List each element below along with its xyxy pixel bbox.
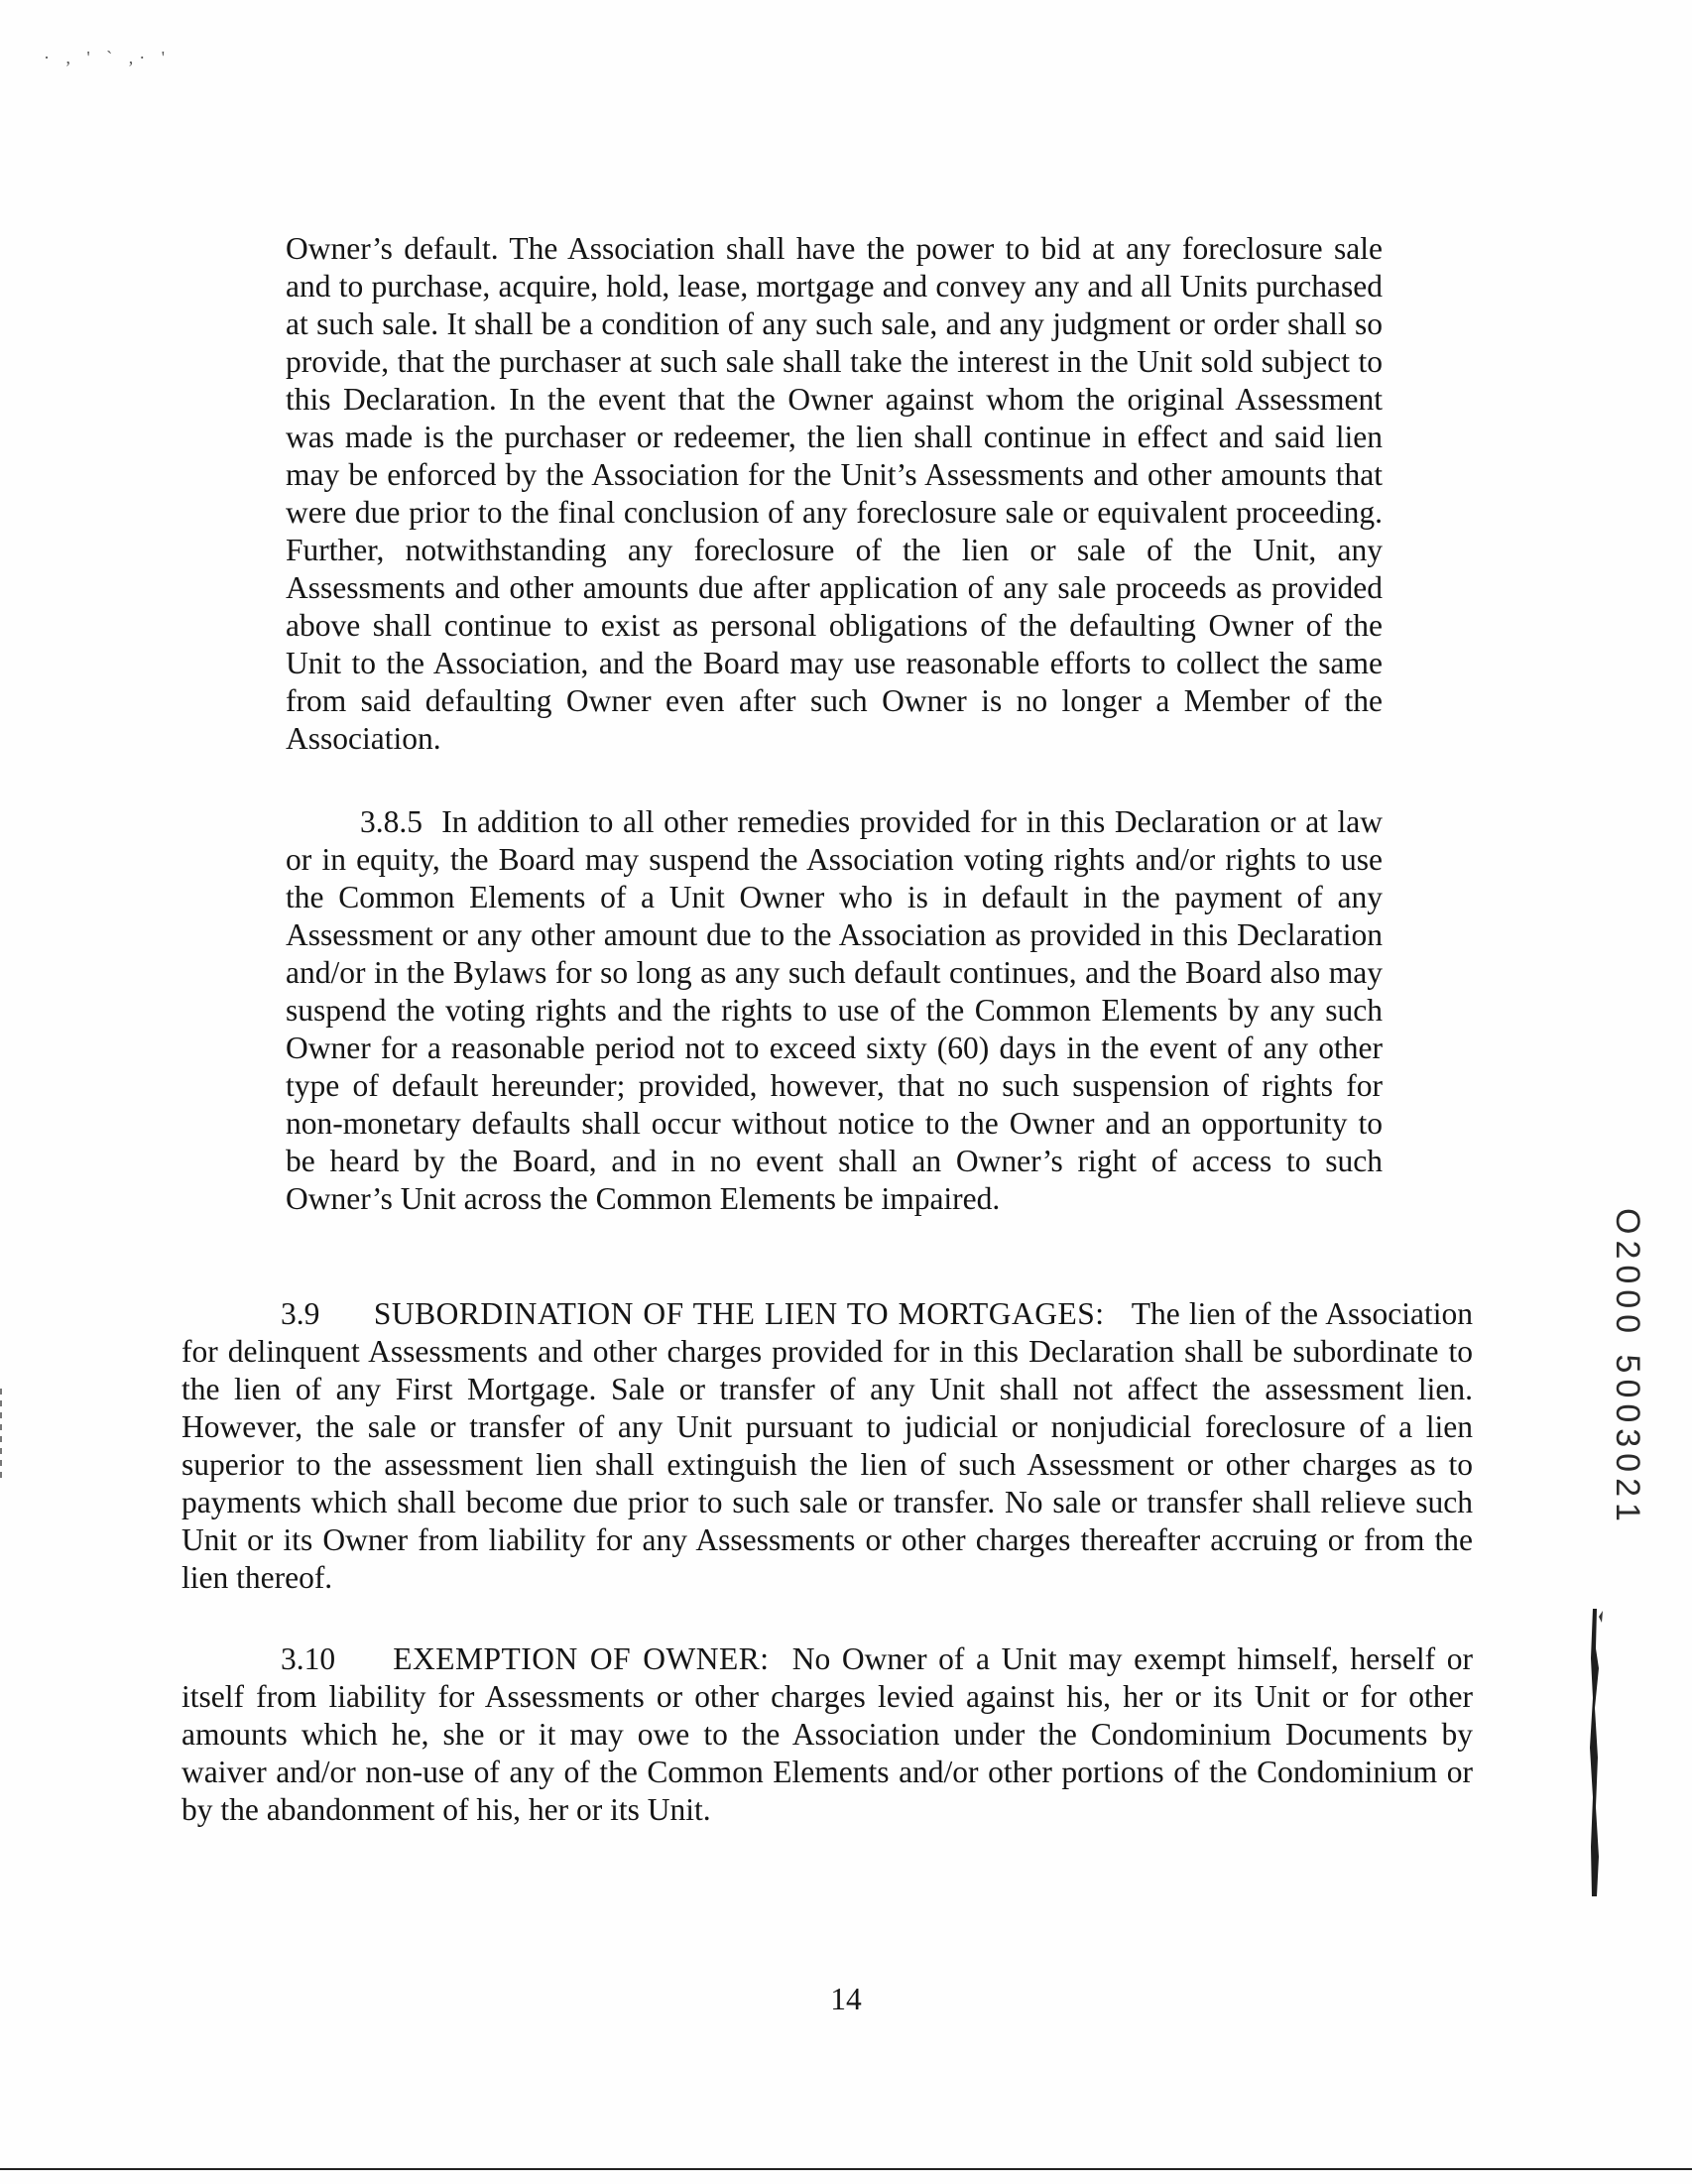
section-number: 3.9 <box>281 1296 320 1331</box>
paragraph-section-3-10 <box>181 1640 1473 1829</box>
section-number: 3.8.5 <box>360 804 423 839</box>
scan-artifact: · , ' ` ,· ' <box>44 48 171 67</box>
paragraph-section-3-9 <box>181 1295 1473 1597</box>
page-number: 14 <box>830 1982 862 2016</box>
section-number: 3.10 <box>281 1641 336 1676</box>
section-heading: EXEMPTION OF OWNER: <box>393 1641 770 1676</box>
paragraph-continuation: Owner’s default. The Association shall have the power to bid at any foreclosure sale and to purchase, acquire, hold, lease, mortgage and convey any and all Units purchased at such sale. It shall be a condition of any such sale, and any judgment or order shall so provide, that the purchaser at such sale shall take the interest in the Unit sold subject to this Declaration. In the event that the Owner against whom the original Assessment was made is the purchaser or redeemer, the lien shall continue in effect and said lien may be enforced by the Association for the Unit’s Assessments and other amounts that were due prior to the final conclusion of any foreclosure sale or equivalent proceeding. Further, notwithstanding any foreclosure of the lien or sale of the Unit, any Assessments and other amounts due after application of any sale proceeds as provided above shall continue to exist as personal obligations of the defaulting Owner of the Unit to the Association, and the Board may use reasonable efforts to collect the same from said defaulting Owner even after such Owner is no longer a Member of the Association. <box>286 231 1383 756</box>
paragraph-section-3-8-5 <box>286 803 1383 1218</box>
recording-stamp <box>1597 1208 1656 1527</box>
recording-stamp-text: O2000 5003021 <box>1609 1208 1646 1527</box>
scan-bottom-edge <box>0 2168 1692 2170</box>
section-text: No Owner of a Unit may exempt himself, herself or itself from liability for Assessments or other charges levied against his, her or its Unit or for other amounts which he, she or it may owe to the Association under the Condominium Documents by waiver and/or non-use of any of the Common Elements and/or other portions of the Condominium or by the abandonment of his, her or its Unit. <box>181 1641 1473 1827</box>
scan-margin-mark <box>0 1389 2 1484</box>
section-text: In addition to all other remedies provided for in this Declaration or at law or in equity, the Board may suspend the Association voting rights and/or rights to use the Common Elements of a Unit Owner who is in default in the payment of any Assessment or any other amount due to the Association as provided in this Declaration and/or in the Bylaws for so long as any such default continues, and the Board also may suspend the voting rights and the rights to use of the Common Elements by any such Owner for a reasonable period not to exceed sixty (60) days in the event of any other type of default hereunder; provided, however, that no such suspension of rights for non-monetary defaults shall occur without notice to the Owner and an opportunity to be heard by the Board, and in no event shall an Owner’s right of access to such Owner’s Unit across the Common Elements be impaired. <box>286 804 1384 1216</box>
section-heading: SUBORDINATION OF THE LIEN TO MORTGAGES: <box>373 1296 1105 1331</box>
scan-edge-mark <box>1583 1609 1607 1896</box>
section-text: The lien of the Association for delinquent Assessments and other charges provided for in this Declaration shall be subordinate to the lien of any First Mortgage. Sale or transfer of any Unit shall not affect the assessment lien. However, the sale or transfer of any Unit pursuant to judicial or nonjudicial foreclosure of a lien superior to the assessment lien shall extinguish the lien of such Assessment or other charges as to payments which shall become due prior to such sale or transfer. No sale or transfer shall relieve such Unit or its Owner from liability for any Assessments or other charges thereafter accruing or from the lien thereof. <box>181 1296 1473 1595</box>
